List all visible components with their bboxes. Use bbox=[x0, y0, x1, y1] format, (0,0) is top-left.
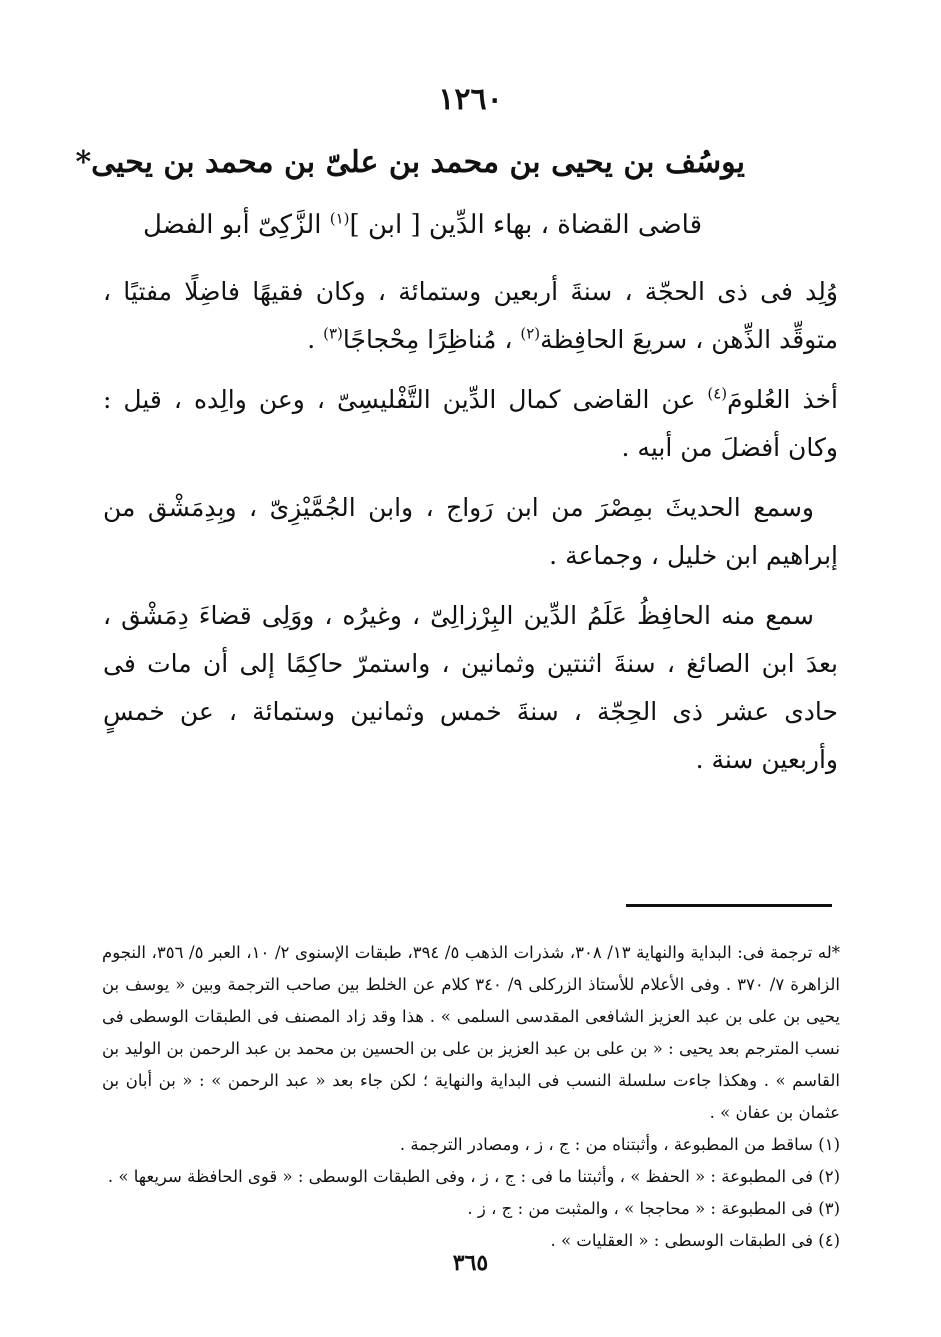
subtitle-text-after: الزَّكِىّ أبو الفضل bbox=[142, 210, 330, 240]
paragraph-teachers bbox=[103, 376, 838, 472]
paragraph-birth-text-c: . bbox=[307, 325, 324, 354]
paragraph-birth-text-a: وُلِد فى ذى الحجّة ، سنةَ أربعين وستمائة ، وكان فقيهًا فاضِلًا مفتيًا ، متوقِّد الذِّهن ، سريعَ الحافِظة bbox=[103, 277, 838, 354]
footnote-ref-3: (٣) bbox=[323, 324, 343, 343]
footnote-ref-4: (٤) bbox=[707, 384, 728, 403]
paragraph-teachers-text-a: أخذ العُلومَ bbox=[727, 385, 838, 414]
footnote-4: (٤) فى الطبقات الوسطى : « العقليات » . bbox=[550, 1231, 840, 1250]
footnote-2: (٢) فى المطبوعة : « الحفظ » ، وأثبتنا ما فى : ج ، ز ، وفى الطبقات الوسطى : « قوى الحافظة سريعها » . bbox=[107, 1167, 840, 1186]
subtitle-text-before: قاضى القضاة ، بهاء الدِّين [ ابن ] bbox=[349, 210, 702, 240]
footnote-3: (٣) فى المطبوعة : « محاججا » ، والمثبت من : ج ، ز . bbox=[467, 1199, 840, 1218]
footnotes bbox=[102, 937, 840, 1257]
paragraph-birth-text-b: ، مُناظِرًا مِحْجاجًا bbox=[342, 325, 521, 354]
footnote-ref-1: (١) bbox=[329, 209, 350, 228]
entry-subtitle bbox=[143, 210, 702, 240]
paragraph-teachers-text-b: عن القاضى كمال الدِّين التَّفْليسِىّ ، وعن والِده ، قيل : وكان أفضلَ من أبيه . bbox=[103, 385, 838, 462]
entry-title: يوسُف بن يحيى بن محمد بن علىّ بن محمد بن يحيى* bbox=[75, 145, 745, 180]
page-number: ٣٦٥ bbox=[452, 1250, 489, 1276]
footnote-1: (١) ساقط من المطبوعة ، وأثبتناه من : ج ، ز ، ومصادر الترجمة . bbox=[399, 1135, 840, 1154]
footnote-sources: *له ترجمة فى: البداية والنهاية ١٣/ ٣٠٨، شذرات الذهب ٥/ ٣٩٤، طبقات الإسنوى ٢/ ١٠، العبر ٥/ ٣٥٦، النجوم الزاهرة ٧/ ٣٧٠ . وفى الأعلام للأستاذ الزركلى ٩/ ٣٤٠ كلام عن الخلط بين صاحب الترجمة وبين « يوسف بن يحيى بن على بن عبد العزيز الشافعى المقدسى السلمى » . هذا وقد زاد المصنف فى الطبقات الوسطى فى نسب المترجم بعد يحيى : « بن على بن عبد العزيز بن على بن الحسين بن محمد بن عبد الرحمن بن الوليد بن القاسم » . وهكذا جاءت سلسلة النسب فى البداية والنهاية ؛ لكن جاء بعد « عبد الرحمن » : « بن أبان بن عثمان بن عفان » . bbox=[102, 943, 841, 1122]
biography-body bbox=[103, 268, 838, 796]
paragraph-birth bbox=[103, 268, 838, 364]
paragraph-hadith: وسمع الحديثَ بمِصْرَ من ابن رَواج ، وابن الجُمَّيْزِىّ ، وبِدِمَشْق من إبراهيم ابن خليل ، وجماعة . bbox=[103, 493, 838, 570]
footnote-ref-2: (٢) bbox=[520, 324, 541, 343]
paragraph-students: سمع منه الحافِظُ عَلَمُ الدِّين البِرْزالِىّ ، وغيرُه ، ووَلِى قضاءَ دِمَشْق ، بعدَ ابن الصائغ ، سنةَ اثنتين وثمانين ، واستمرّ حاكِمًا إلى أن مات فى حادى عشر ذى الحِجّة ، سنةَ خمس وثمانين وستمائة ، عن خمسٍ وأربعين سنة . bbox=[103, 601, 838, 774]
footnote-divider bbox=[626, 904, 832, 907]
entry-number: ١٢٦٠ bbox=[438, 82, 503, 117]
